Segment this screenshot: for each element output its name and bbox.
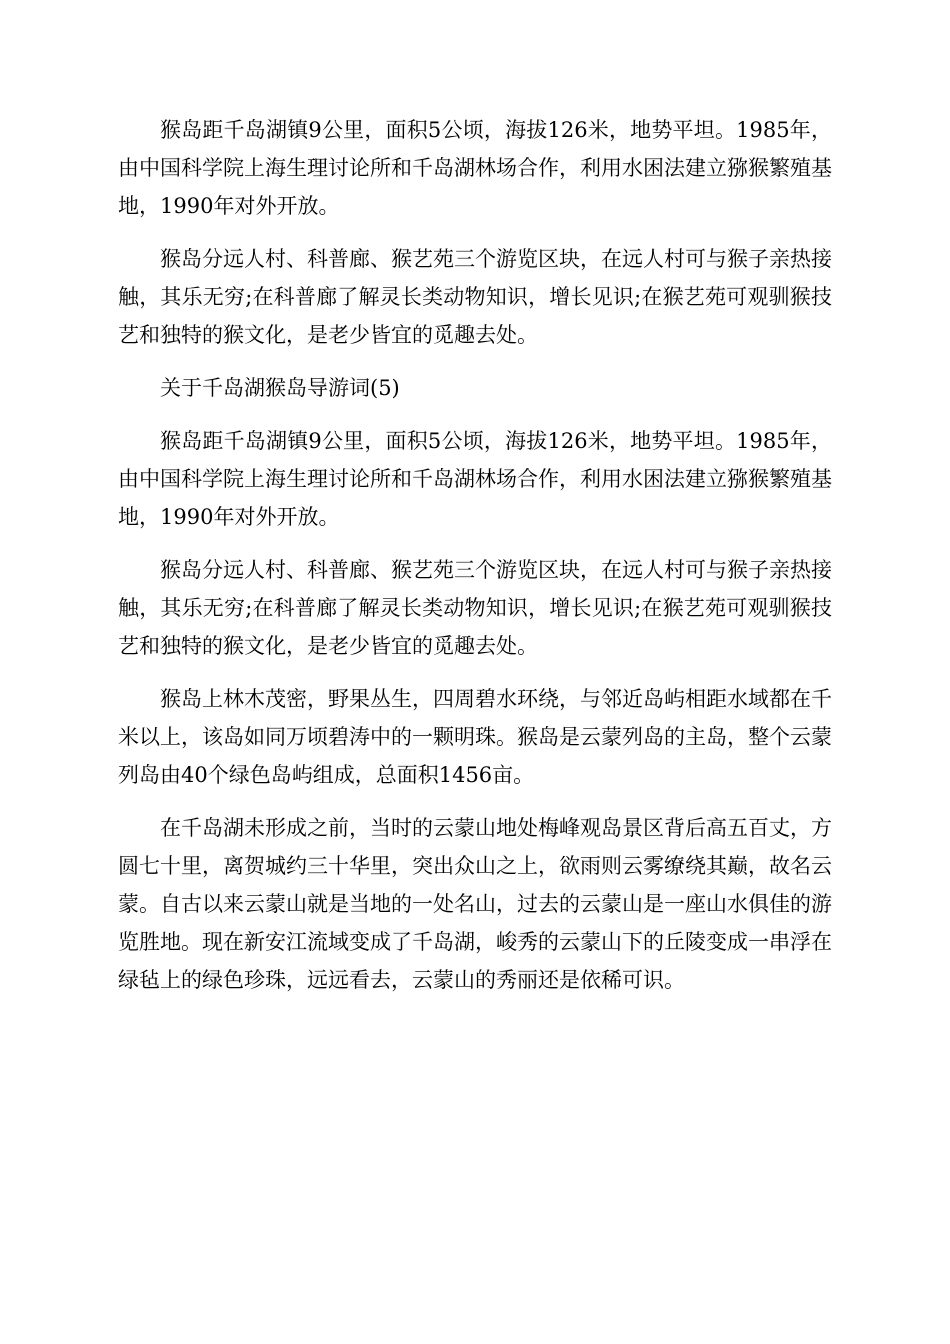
- paragraph-areas: 猴岛分远人村、科普廊、猴艺苑三个游览区块，在远人村可与猴子亲热接触，其乐无穷;在科普廊了解灵长类动物知识，增长见识;在猴艺苑可观驯猴技艺和独特的猴文化，是老少皆宜的觅趣去处。: [118, 247, 832, 347]
- paragraph-intro-repeat: 猴岛距千岛湖镇9公里，面积5公顷，海拔126米，地势平坦。1985年，由中国科学院上海生理讨论所和千岛湖林场合作，利用水困法建立猕猴繁殖基地，1990年对外开放。: [118, 429, 832, 529]
- paragraph-intro: 猴岛距千岛湖镇9公里，面积5公顷，海拔126米，地势平坦。1985年，由中国科学院上海生理讨论所和千岛湖林场合作，利用水困法建立猕猴繁殖基地，1990年对外开放。: [118, 118, 832, 218]
- paragraph-yunmeng-history: 在千岛湖未形成之前，当时的云蒙山地处梅峰观岛景区背后高五百丈，方圆七十里，离贺城约三十华里，突出众山之上，欲雨则云雾缭绕其巅，故名云蒙。自古以来云蒙山就是当地的一处名山，过去的云蒙山是一座山水俱佳的游览胜地。现在新安江流域变成了千岛湖，峻秀的云蒙山下的丘陵变成一串浮在绿毡上的绿色珍珠，远远看去，云蒙山的秀丽还是依稀可识。: [118, 816, 832, 992]
- section-heading: 关于千岛湖猴岛导游词(5): [160, 376, 400, 400]
- paragraph-areas-repeat: 猴岛分远人村、科普廊、猴艺苑三个游览区块，在远人村可与猴子亲热接触，其乐无穷;在科普廊了解灵长类动物知识，增长见识;在猴艺苑可观驯猴技艺和独特的猴文化，是老少皆宜的觅趣去处。: [118, 558, 832, 658]
- document-body: [118, 111, 832, 1014]
- paragraph-island-description: 猴岛上林木茂密，野果丛生，四周碧水环绕，与邻近岛屿相距水域都在千米以上，该岛如同万顷碧涛中的一颗明珠。猴岛是云蒙列岛的主岛，整个云蒙列岛由40个绿色岛屿组成，总面积1456亩。: [118, 687, 832, 787]
